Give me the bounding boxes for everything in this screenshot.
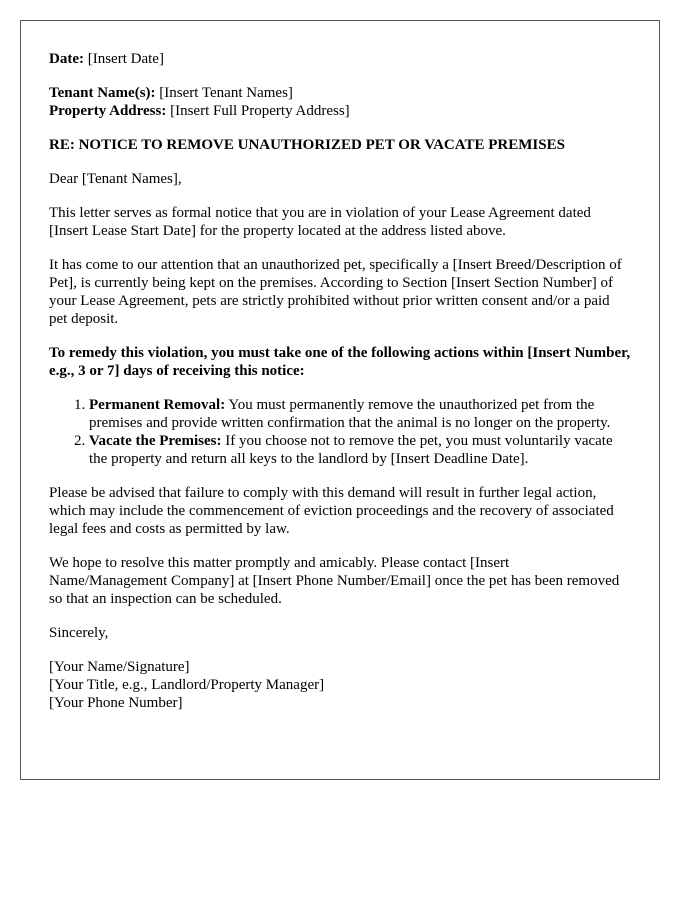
option-text: You must permanently remove the unauthorized pet from the premises and provide written confirmation that the animal is no longer on the property. xyxy=(89,397,611,431)
contact-paragraph: We hope to resolve this matter promptly and amicably. Please contact [Insert Name/Management Company] at [Insert Phone Number/Email] once the pet has been removed so that an inspection can be scheduled. xyxy=(49,555,620,607)
list-item xyxy=(89,432,631,468)
property-value: [Insert Full Property Address] xyxy=(170,103,350,119)
letter-page xyxy=(20,20,660,780)
consequence-paragraph: Please be advised that failure to comply with this demand will result in further legal action, which may include the commencement of eviction proceedings and the recovery of associated legal fees and costs as permitted by law. xyxy=(49,485,614,537)
recipient-block xyxy=(49,84,631,120)
options-list xyxy=(49,396,631,468)
closing: Sincerely, xyxy=(49,625,109,641)
option-title: Vacate the Premises: xyxy=(89,433,222,449)
intro-paragraph: This letter serves as formal notice that you are in violation of your Lease Agreement dated [Insert Lease Start Date] for the property located at the address listed above. xyxy=(49,205,591,239)
list-item xyxy=(89,396,631,432)
tenant-line xyxy=(49,84,631,102)
tenant-value: [Insert Tenant Names] xyxy=(159,85,293,101)
property-label: Property Address: xyxy=(49,103,167,119)
salutation: Dear [Tenant Names], xyxy=(49,171,182,187)
signature-block xyxy=(49,658,631,712)
date-label: Date: xyxy=(49,51,84,67)
date-line xyxy=(49,50,631,68)
signature-phone: [Your Phone Number] xyxy=(49,695,183,711)
option-title: Permanent Removal: xyxy=(89,397,226,413)
option-text: If you choose not to remove the pet, you must voluntarily vacate the property and return all keys to the landlord by [Insert Deadline Date]. xyxy=(89,433,613,467)
remedy-paragraph: To remedy this violation, you must take one of the following actions within [Insert Number, e.g., 3 or 7] days of receiving this notice: xyxy=(49,345,631,379)
tenant-label: Tenant Name(s): xyxy=(49,85,156,101)
property-line xyxy=(49,102,631,120)
subject-line: RE: NOTICE TO REMOVE UNAUTHORIZED PET OR VACATE PREMISES xyxy=(49,137,565,153)
date-value: [Insert Date] xyxy=(87,51,164,67)
signature-name: [Your Name/Signature] xyxy=(49,659,190,675)
violation-paragraph: It has come to our attention that an unauthorized pet, specifically a [Insert Breed/Description of Pet], is currently being kept on the premises. According to Section [Insert Section Number] of your Lease Agreement, pets are strictly prohibited without prior written consent and/or a paid pet deposit. xyxy=(49,257,622,327)
signature-title: [Your Title, e.g., Landlord/Property Manager] xyxy=(49,677,325,693)
